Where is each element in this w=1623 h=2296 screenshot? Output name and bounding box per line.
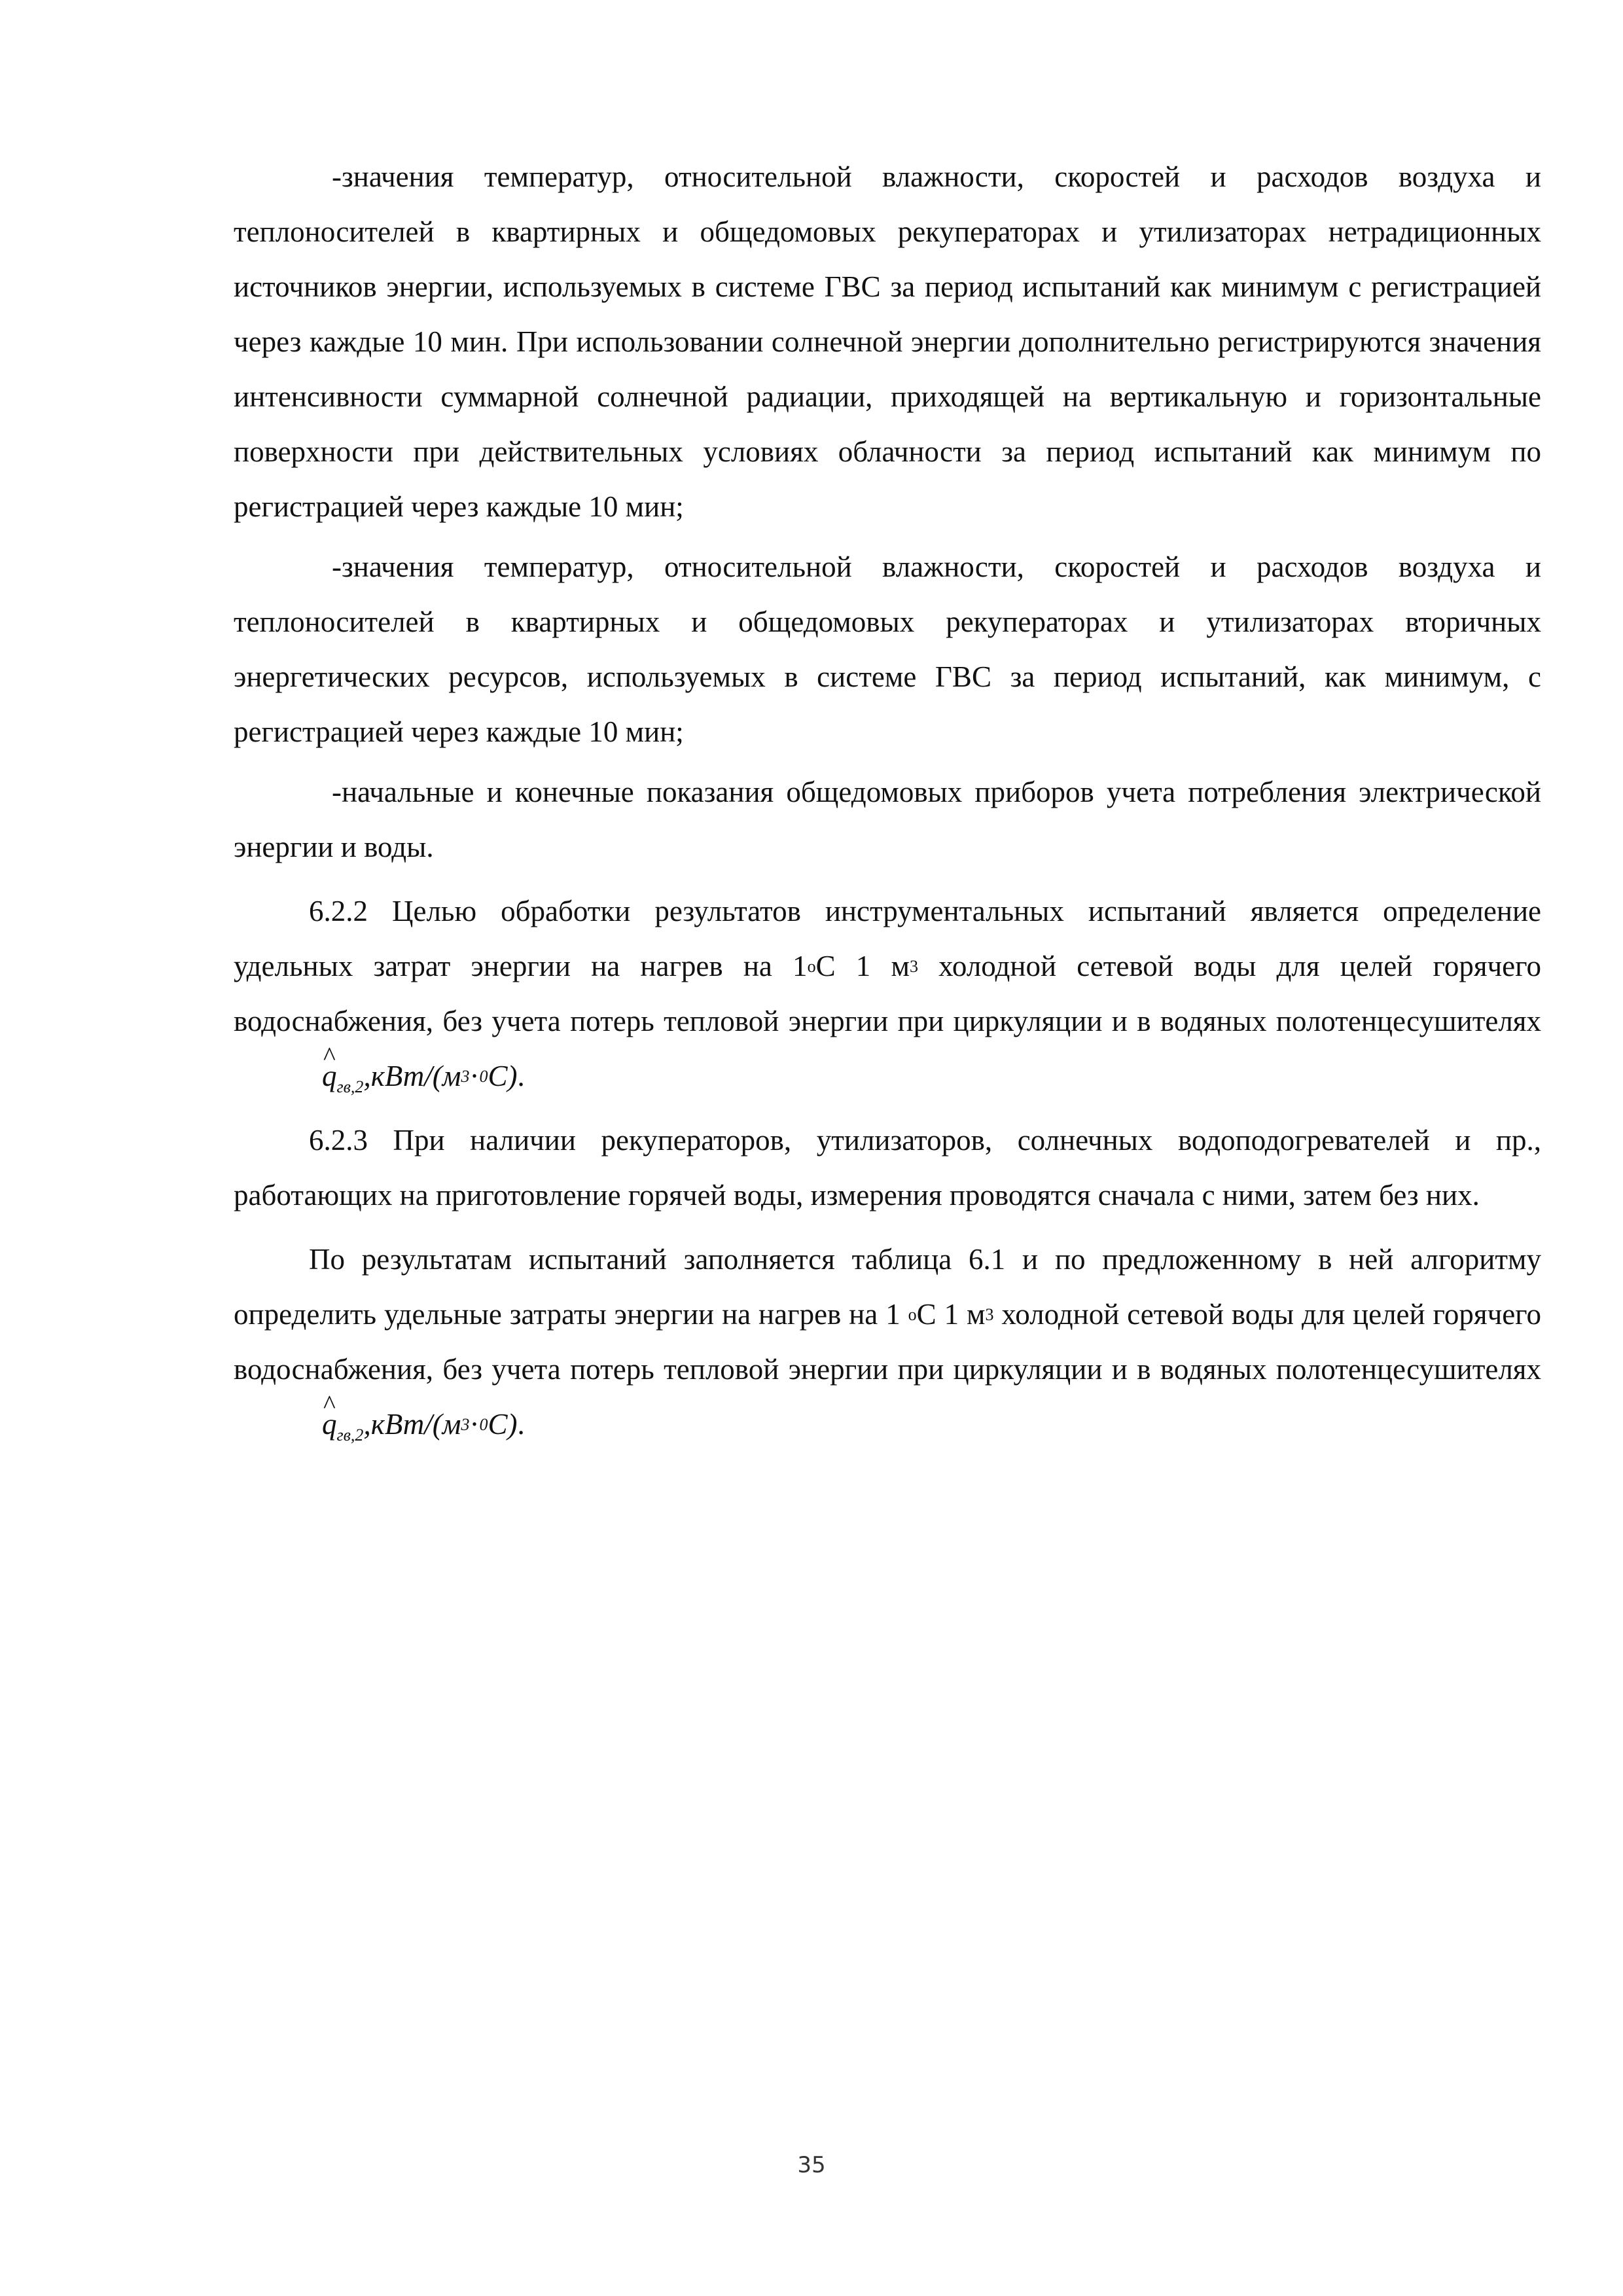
paragraph-secondary-resources: -значения температур, относительной влажности, скоростей и расходов воздуха и теплоносителей в квартирных и общедомовых рекуператорах и утилизаторах вторичных энергетических ресурсов, используемых в системе ГВС за период испытаний, как минимум, с регистрацией через каждые 10 мин; bbox=[234, 550, 1541, 748]
paragraph-results-table: По результатам испытаний заполняется таблица 6.1 и по предложенному в ней алгоритму определить удельные затраты энергии на нагрев на 1 $^о$С 1 $м^3$ холодной сетевой воды для целей горячего водоснабжения, без учета потерь тепловой энергии при циркуляции и в водяных полотенцесушителях^ $q_{гв,2},кВт/(м^3\cdot^0С)$. bbox=[234, 1232, 1541, 1452]
paragraph-6-2-2: 6.2.2 Целью обработки результатов инструментальных испытаний является определение удельных затрат энергии на нагрев на $1^оС$ 1 $м^3$ холодной сетевой воды для целей горячего водоснабжения, без учета потерь тепловой энергии при циркуляции и в водяных полотенцесушителях^ $q_{гв,2},кВт/(м^3\cdot^0С)$. bbox=[234, 884, 1541, 1103]
formula-q-gv2: ^ $q_{гв,2},кВт/(м^3\cdot^0С)$ bbox=[247, 1060, 517, 1092]
paragraph-6-2-3: 6.2.3 При наличии рекуператоров, утилизаторов, солнечных водоподогревателей и пр., работающих на приготовление горячей воды, измерения проводятся сначала с ними, затем без них. bbox=[234, 1124, 1541, 1211]
paragraph-meter-readings: -начальные и конечные показания общедомовых приборов учета потребления электрической энергии и воды. bbox=[234, 776, 1541, 863]
paragraph-nontraditional-sources: -значения температур, относительной влажности, скоростей и расходов воздуха и теплоносителей в квартирных и общедомовых рекуператорах и утилизаторах нетрадиционных источников энергии, используемых в системе ГВС за период испытаний как минимум с регистрацией через каждые 10 мин. При использовании солнечной энергии дополнительно регистрируются значения интенсивности суммарной солнечной радиации, приходящей на вертикальную и горизонтальные поверхности при действительных условиях облачности за период испытаний как минимум по регистрацией через каждые 10 мин; bbox=[234, 160, 1541, 523]
formula-q-gv2-second: ^ $q_{гв,2},кВт/(м^3\cdot^0С)$ bbox=[247, 1408, 517, 1441]
page-number: 35 bbox=[797, 2152, 826, 2178]
document-body bbox=[234, 149, 1541, 1452]
